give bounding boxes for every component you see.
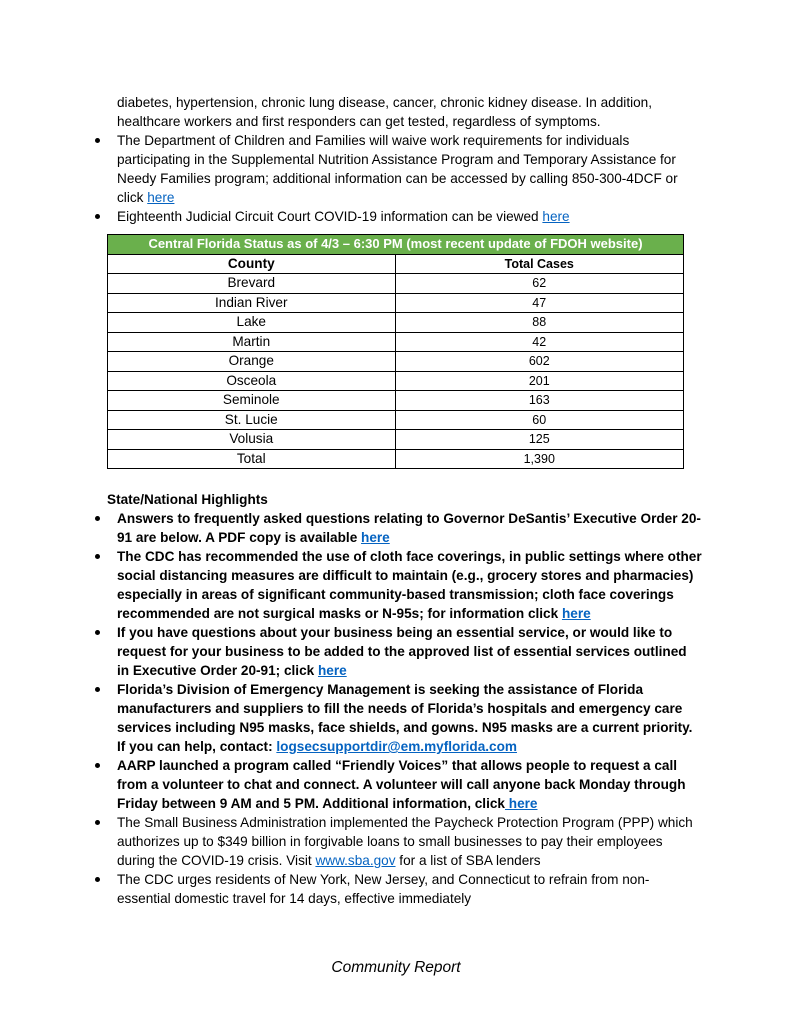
table-row: Seminole 163 xyxy=(108,391,684,411)
aarp-here-link[interactable]: here xyxy=(504,796,538,811)
essential-services-here-link[interactable]: here xyxy=(318,663,347,678)
table-row: Osceola 201 xyxy=(108,371,684,391)
table-row: Volusia 125 xyxy=(108,430,684,450)
highlights-list xyxy=(117,509,702,908)
faq-pdf-here-link[interactable]: here xyxy=(361,530,390,545)
table-row: Martin 42 xyxy=(108,332,684,352)
court-here-link[interactable]: here xyxy=(542,209,570,224)
continuation-paragraph: diabetes, hypertension, chronic lung disease, cancer, chronic kidney disease. In addition, healthcare workers and first responders can get tested, regardless of symptoms. xyxy=(117,95,653,129)
table-total-row: Total 1,390 xyxy=(108,449,684,469)
table-title: Central Florida Status as of 4/3 – 6:30 PM (most recent update of FDOH website) xyxy=(108,235,684,255)
logsec-email-link[interactable]: logsecsupportdir@em.myflorida.com xyxy=(276,739,517,754)
table-row: Orange 602 xyxy=(108,352,684,372)
list-item: The Small Business Administration implemented the Paycheck Protection Program (PPP) which authorizes up to $349 billion in forgivable loans to small businesses to pay their employees during the COVID-19 crisis. Visit www.sba.gov for a list of SBA lenders xyxy=(117,813,702,870)
top-bullet-list xyxy=(117,131,702,226)
list-item: The CDC has recommended the use of cloth face coverings, in public settings where other social distancing measures are difficult to maintain (e.g., grocery stores and pharmacies) especially in areas of significant community-based transmission; cloth face coverings recommended are not surgical masks or N-95s; for information click here xyxy=(117,549,702,621)
county-column-header: County xyxy=(108,254,396,274)
list-item: AARP launched a program called “Friendly Voices” that allows people to request a call from a volunteer to chat and connect. A volunteer will call anyone back Monday through Friday between 9 AM and 5 PM. Additional information, click here xyxy=(117,756,702,813)
cases-column-header: Total Cases xyxy=(395,254,683,274)
list-item: If you have questions about your business being an essential service, or would like to request for your business to be added to the approved list of essential services outlined in Executive Order 20-91; click here xyxy=(117,623,702,680)
page-footer: Community Report xyxy=(331,959,461,976)
cdc-face-coverings-here-link[interactable]: here xyxy=(561,606,591,621)
list-item: The Department of Children and Families will waive work requirements for individuals participating in the Supplemental Nutrition Assistance Program and Temporary Assistance for Needy Families program; additional information can be accessed by calling 850-300-4DCF or click here xyxy=(117,131,702,207)
table-row: St. Lucie 60 xyxy=(108,410,684,430)
highlights-heading: State/National Highlights xyxy=(107,492,268,507)
dcf-here-link[interactable]: here xyxy=(147,190,175,205)
table-row: Indian River 47 xyxy=(108,293,684,313)
list-item: Eighteenth Judicial Circuit Court COVID-19 information can be viewed here xyxy=(117,207,702,226)
list-item: The CDC urges residents of New York, New Jersey, and Connecticut to refrain from non-essential domestic travel for 14 days, effective immediately xyxy=(117,870,702,908)
list-item: Florida’s Division of Emergency Management is seeking the assistance of Florida manufacturers and suppliers to fill the needs of Florida’s hospitals and emergency care services including N95 masks, face shields, and gowns. N95 masks are a current priority. If you can help, contact: logsecsupportdir@em.myflorida.com xyxy=(117,680,702,756)
sba-gov-link[interactable]: www.sba.gov xyxy=(315,853,396,868)
table-row: Brevard 62 xyxy=(108,274,684,294)
table-header-row xyxy=(108,254,684,274)
table-row: Lake 88 xyxy=(108,313,684,333)
list-item: Answers to frequently asked questions relating to Governor DeSantis’ Executive Order 20-91 are below. A PDF copy is available here xyxy=(117,511,701,545)
county-status-table xyxy=(107,234,684,469)
